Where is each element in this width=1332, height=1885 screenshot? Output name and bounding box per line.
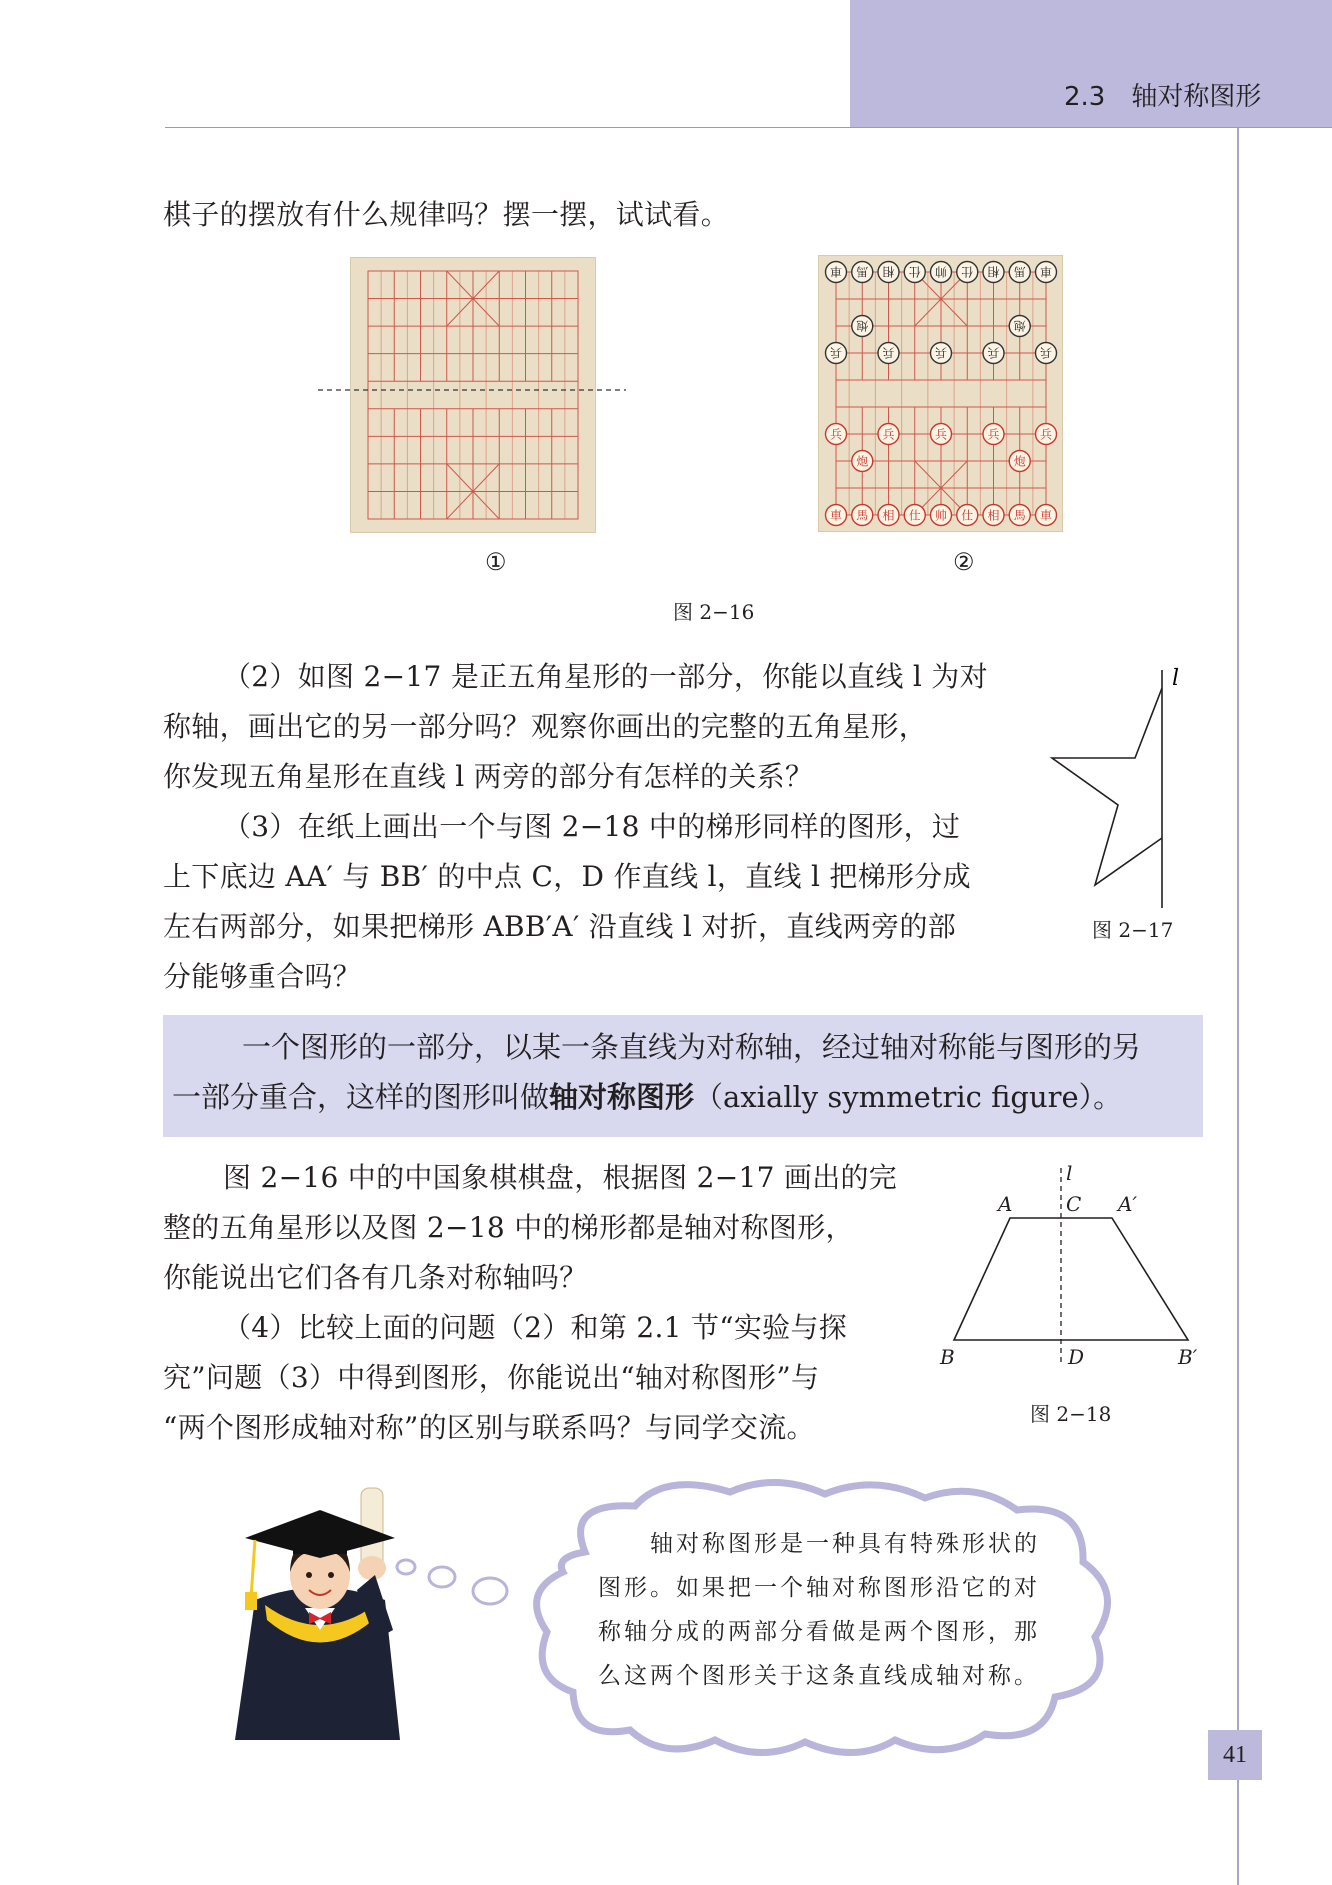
label-l: l (1066, 1161, 1073, 1185)
trapezoid-figure (930, 1158, 1210, 1378)
margin-rule (1237, 128, 1239, 1885)
svg-text:相: 相 (987, 264, 1000, 279)
svg-text:仕: 仕 (908, 264, 921, 279)
definition-prefix: 一部分重合，这样的图形叫做 (172, 1080, 550, 1114)
svg-text:車: 車 (1039, 264, 1053, 279)
chess-piece (931, 505, 952, 526)
chess-piece (957, 262, 978, 283)
chess-piece (1036, 424, 1057, 445)
figure-2-17-caption: 图 2−17 (1092, 918, 1174, 942)
intro-line: 棋子的摆放有什么规律吗？摆一摆，试试看。 (163, 198, 730, 231)
svg-text:兵: 兵 (882, 427, 895, 442)
label-A: A (998, 1192, 1013, 1216)
paragraph-2-line: 称轴，画出它的另一部分吗？观察你画出的完整的五角星形， (163, 710, 928, 743)
svg-text:兵: 兵 (987, 427, 1000, 442)
chess-piece (826, 262, 847, 283)
chess-piece (1009, 316, 1030, 337)
paragraph-4-line: 整的五角星形以及图 2−18 中的梯形都是轴对称图形， (163, 1211, 854, 1244)
svg-text:相: 相 (882, 264, 895, 279)
chess-piece (852, 451, 873, 472)
figure-label-2: ② (953, 548, 975, 576)
figure-label-1: ① (485, 548, 507, 576)
chess-piece (904, 505, 925, 526)
svg-text:帅: 帅 (934, 508, 948, 523)
figure-2-18-caption: 图 2−18 (1030, 1402, 1112, 1426)
svg-text:馬: 馬 (856, 508, 869, 523)
svg-text:炮: 炮 (856, 454, 869, 469)
svg-text:車: 車 (829, 508, 843, 523)
svg-text:馬: 馬 (1013, 508, 1026, 523)
setup-board-grid (818, 255, 1063, 532)
bubble-line: 么这两个图形关于这条直线成轴对称。 (598, 1663, 1040, 1689)
svg-text:兵: 兵 (934, 345, 948, 360)
svg-text:仕: 仕 (961, 264, 974, 279)
definition-line-1: 一个图形的一部分，以某一条直线为对称轴，经过轴对称能与图形的另 (242, 1030, 1142, 1064)
paragraph-4-line: 图 2−16 中的中国象棋棋盘，根据图 2−17 画出的完 (223, 1161, 898, 1194)
paragraph-4-line: 你能说出它们各有几条对称轴吗？ (163, 1261, 588, 1294)
paragraph-5-line: “两个图形成轴对称”的区别与联系吗？与同学交流。 (163, 1411, 815, 1444)
paragraph-4 (163, 1153, 897, 1303)
thought-bubble-text (598, 1522, 1040, 1698)
chess-piece (826, 343, 847, 364)
definition-text (172, 1022, 1141, 1122)
svg-text:兵: 兵 (882, 345, 895, 360)
chess-piece (852, 316, 873, 337)
bubble-line: 称轴分成的两部分看做是两个图形，那 (598, 1619, 1040, 1645)
definition-line-2 (172, 1072, 1141, 1122)
chess-piece (983, 343, 1004, 364)
svg-text:仕: 仕 (908, 508, 921, 523)
chess-piece (878, 262, 899, 283)
label-D: D (1068, 1345, 1085, 1369)
paragraph-3-line: 左右两部分，如果把梯形 ABB′A′ 沿直线 l 对折，直线两旁的部 (163, 910, 957, 943)
svg-text:兵: 兵 (1039, 345, 1053, 360)
svg-text:仕: 仕 (961, 508, 974, 523)
figure-2-16-caption: 图 2−16 (673, 600, 755, 624)
chess-piece (826, 505, 847, 526)
chess-piece (852, 505, 873, 526)
svg-text:炮: 炮 (1013, 454, 1026, 469)
chess-piece (983, 424, 1004, 445)
paragraph-5-line: （4）比较上面的问题（2）和第 2.1 节“实验与探 (223, 1311, 848, 1344)
chess-piece (1036, 343, 1057, 364)
chess-piece (957, 505, 978, 526)
chess-piece (931, 424, 952, 445)
chess-piece (983, 505, 1004, 526)
svg-text:兵: 兵 (987, 345, 1000, 360)
definition-suffix: （axially symmetric figure）。 (694, 1080, 1123, 1114)
chess-piece (878, 505, 899, 526)
label-B: B (940, 1345, 955, 1369)
paragraph-3 (163, 802, 971, 1002)
empty-board-grid (350, 257, 596, 533)
bubble-line: 图形。如果把一个轴对称图形沿它的对 (598, 1575, 1040, 1601)
chess-piece (1009, 451, 1030, 472)
line-l-label: l (1172, 666, 1180, 691)
svg-text:帅: 帅 (934, 264, 948, 279)
paragraph-3-line: 分能够重合吗？ (163, 960, 362, 993)
svg-text:相: 相 (987, 508, 1000, 523)
paragraph-5-line: 究”问题（3）中得到图形，你能说出“轴对称图形”与 (163, 1361, 820, 1394)
svg-text:兵: 兵 (1039, 427, 1053, 442)
label-A-prime: A′ (1118, 1192, 1137, 1216)
svg-text:相: 相 (882, 508, 895, 523)
paragraph-2 (163, 652, 988, 802)
svg-text:車: 車 (829, 264, 843, 279)
svg-text:馬: 馬 (856, 264, 869, 279)
chess-piece (1036, 505, 1057, 526)
page-number: 41 (1208, 1730, 1262, 1780)
paragraph-5 (163, 1303, 847, 1453)
chess-piece (826, 424, 847, 445)
header-rule (165, 127, 1332, 128)
setup-chess-board (818, 255, 1063, 532)
svg-text:兵: 兵 (829, 345, 843, 360)
chess-piece (931, 343, 952, 364)
fold-dashed-line (318, 385, 628, 395)
label-B-prime: B′ (1178, 1345, 1198, 1369)
paragraph-2-line: 你发现五角星形在直线 l 两旁的部分有怎样的关系？ (163, 760, 814, 793)
definition-term: 轴对称图形 (549, 1080, 695, 1114)
thought-dots (390, 1545, 520, 1615)
paragraph-2-line: （2）如图 2−17 是正五角星形的一部分，你能以直线 l 为对 (223, 660, 988, 693)
paragraph-3-line: 上下底边 AA′ 与 BB′ 的中点 C，D 作直线 l，直线 l 把梯形分成 (163, 860, 971, 893)
label-C: C (1066, 1192, 1082, 1216)
svg-text:兵: 兵 (829, 427, 843, 442)
chess-piece (904, 262, 925, 283)
chess-piece (878, 343, 899, 364)
svg-text:炮: 炮 (856, 318, 869, 333)
paragraph-3-line: （3）在纸上画出一个与图 2−18 中的梯形同样的图形，过 (223, 810, 961, 843)
chess-piece (1009, 505, 1030, 526)
bubble-line: 轴对称图形是一种具有特殊形状的 (650, 1531, 1040, 1557)
chess-piece (931, 262, 952, 283)
chess-piece (983, 262, 1004, 283)
svg-text:炮: 炮 (1013, 318, 1026, 333)
empty-chess-board (350, 257, 596, 533)
chess-piece (1009, 262, 1030, 283)
svg-text:車: 車 (1039, 508, 1053, 523)
chess-piece (852, 262, 873, 283)
chess-piece (878, 424, 899, 445)
chess-piece (1036, 262, 1057, 283)
half-star-figure (1040, 650, 1200, 910)
section-title: 2.3 轴对称图形 (1064, 82, 1262, 112)
svg-text:馬: 馬 (1013, 264, 1026, 279)
svg-text:兵: 兵 (934, 427, 948, 442)
